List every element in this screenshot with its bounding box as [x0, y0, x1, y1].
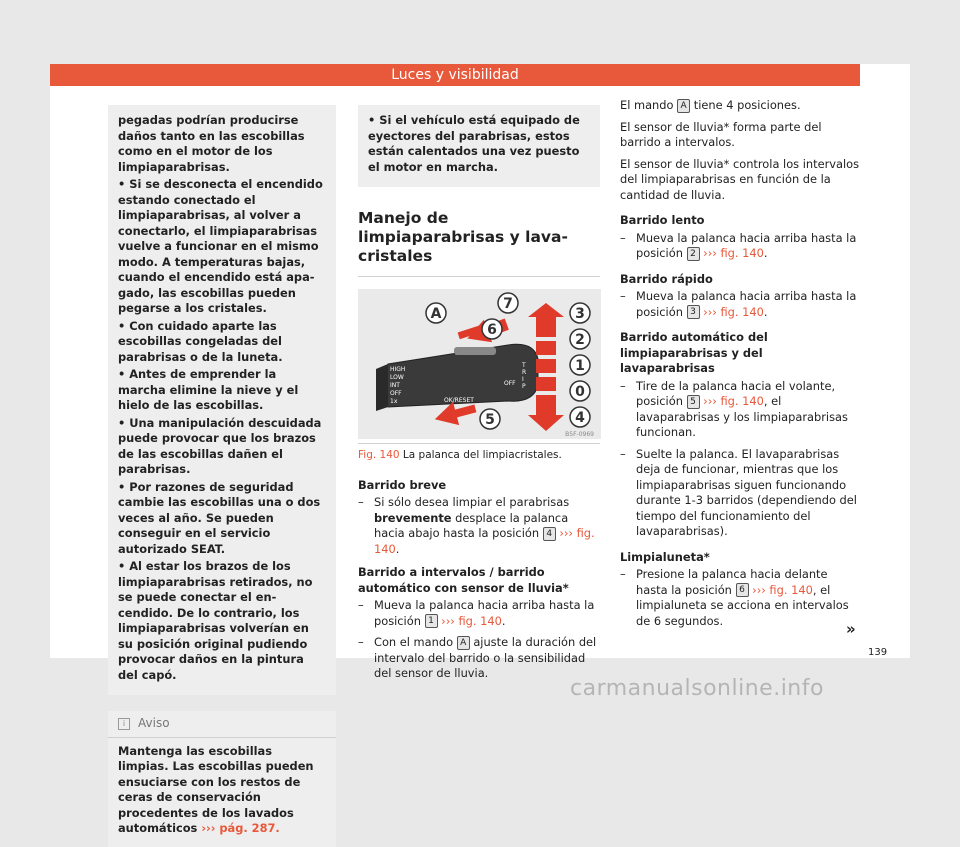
figure-caption — [358, 443, 600, 464]
knob-a — [454, 347, 496, 355]
fig-link[interactable]: ››› fig. 140 — [752, 582, 813, 597]
figure-wiper-lever — [358, 289, 601, 439]
caption-ref: Fig. 140 — [358, 449, 400, 461]
figure-label-2: 2 — [575, 332, 585, 348]
list-item — [620, 567, 860, 629]
warning-text-0: pegadas podrían producirse daños tanto en las escobillas como en el motor de los limpiaparabrisas. — [118, 113, 305, 174]
warning-text-3: • Antes de emprender la marcha elimine la nieve y el hielo de las escobillas. — [118, 367, 299, 412]
lever-text-off: OFF — [390, 390, 402, 397]
position-badge: 4 — [543, 527, 556, 541]
fig-link[interactable]: ››› fig. 140 — [703, 304, 764, 319]
arrow-4 — [528, 395, 564, 431]
figure-label-0: 0 — [575, 384, 585, 400]
page-number: 139 — [868, 647, 888, 658]
section-divider — [358, 276, 600, 277]
figure-label-a: A — [430, 306, 442, 322]
info-icon: i — [118, 718, 130, 730]
column-2 — [358, 105, 600, 682]
position-badge: 2 — [687, 247, 700, 261]
wiper-lever-illustration — [358, 289, 601, 439]
watermark: carmanualsonline.info — [570, 676, 824, 701]
item-text: Presione la palanca hacia delante hasta la posición 6 ››› fig. 140, el limpialuneta se acciona en intervalos de 6 segundos. — [636, 567, 849, 628]
list-item — [358, 495, 600, 557]
subheading-barrido-breve: Barrido breve — [358, 477, 447, 492]
fig-link[interactable]: ››› fig. 140 — [374, 526, 595, 556]
subheading-rapido: Barrido rápido — [620, 271, 713, 286]
dash: – — [358, 495, 364, 509]
column-1 — [108, 105, 336, 847]
list-item — [620, 289, 860, 320]
lever-text-r: R — [522, 369, 527, 376]
figure-label-7: 7 — [503, 296, 513, 312]
warning-text-2: • Con cuidado aparte las escobillas congeladas del parabrisas o de la luneta. — [118, 318, 283, 364]
notice-body — [108, 738, 336, 847]
item-text: Mueva la palanca hacia arriba hasta la posición 1 ››› fig. 140. — [374, 598, 595, 628]
subheading-luneta: Limpialuneta* — [620, 549, 710, 564]
dash: – — [358, 635, 364, 649]
warning-text-top: • Si el vehículo está equipado de eyectores del parabrisas, estos están calentados una vez puesto el motor en marcha. — [368, 113, 580, 174]
position-badge: 3 — [687, 305, 700, 319]
lever-text-i: I — [522, 376, 524, 383]
control-badge: A — [457, 636, 470, 650]
subheading-lento: Barrido lento — [620, 213, 705, 227]
warning-text-4: • Una manipulación descuidada puede provocar que los brazos de las escobillas dañen el parabrisas. — [118, 415, 322, 476]
lever-text-off-2: OFF — [504, 380, 516, 387]
lever-text-low: LOW — [390, 374, 404, 381]
fig-link[interactable]: ››› fig. 140 — [703, 246, 764, 260]
list-item — [620, 447, 860, 540]
notice-title: Aviso — [138, 716, 170, 730]
warning-text-6: • Al estar los brazos de los limpiaparabrisas retirados, no se puede conectar el encendido. De lo contrario, los limpiaparabrisas volverían en su posición original pudiendo provocar daños en la pintura del capó. — [118, 559, 313, 682]
page-header: Luces y visibilidad — [50, 64, 860, 86]
list-item — [358, 598, 600, 629]
item-text: Tire de la palanca hacia el volante, posición 5 ››› fig. 140, el lavaparabrisas y los limpiaparabrisas funcionan. — [636, 378, 848, 439]
subheading-automatico: Barrido automático del limpiaparabrisas y del lavaparabrisas — [620, 330, 768, 375]
figure-label-5: 5 — [485, 412, 495, 428]
control-badge: A — [677, 99, 690, 113]
notice-page-link[interactable]: ››› pág. 287. — [201, 821, 280, 835]
list-item — [620, 379, 860, 441]
figure-label-1: 1 — [575, 358, 585, 374]
continue-mark: » — [846, 620, 856, 638]
arrow-0 — [536, 377, 556, 391]
warning-text-5: • Por razones de seguridad cambie las escobillas una o dos veces al año. Se pueden conseguir en el servicio autorizado SEAT. — [118, 479, 321, 556]
lever-text-high: HIGH — [390, 366, 406, 373]
subheading-intervalos: Barrido a intervalos / barrido automático con sensor de lluvia* — [358, 565, 569, 595]
item-text: Si sólo desea limpiar el parabrisas brevemente desplace la palanca hacia abajo hasta la posición 4 ››› fig. 140. — [374, 495, 595, 556]
arrow-3 — [528, 303, 564, 337]
dash: – — [620, 289, 626, 303]
list-item — [620, 231, 860, 262]
figure-code: B5F-0969 — [565, 431, 594, 438]
dash: – — [620, 567, 626, 581]
fig-link[interactable]: ››› fig. 140 — [441, 613, 502, 628]
lever-text-1x: 1x — [390, 398, 398, 405]
item-text: Suelte la palanca. El lavaparabrisas deja de funcionar, mientras que los limpiaparabrisas siguen funcionando durante 1-3 barridos (dependiendo del tiempo del funcionamiento del lavaparabrisas). — [636, 446, 857, 538]
fig-link[interactable]: ››› fig. 140 — [703, 394, 764, 408]
warning-text-1: • Si se desconecta el encendido estando conectado el limpiaparabrisas, al volver a conectarlo, el limpiaparabrisas vuelve a funcionar en el mismo modo. A temperaturas bajas, cuando el encendido está apagado, las escobillas pueden pegarse a los cristales. — [118, 177, 323, 315]
column-3 — [620, 98, 860, 629]
paragraph-1: El mando A tiene 4 posiciones. — [620, 98, 801, 112]
lever-text-t: T — [522, 362, 526, 369]
caption-text: La palanca del limpiacristales. — [402, 449, 562, 461]
position-badge: 1 — [425, 614, 438, 628]
figure-label-3: 3 — [575, 306, 585, 322]
item-text: Mueva la palanca hacia arriba hasta la posición 3 ››› fig. 140. — [636, 289, 857, 319]
item-text: Mueva la palanca hacia arriba hasta la posición 2 ››› fig. 140. — [636, 230, 857, 260]
section-title: Manejo de limpiaparabrisas y lavacristales — [358, 209, 568, 265]
position-badge: 6 — [736, 583, 749, 597]
notice-box — [108, 711, 336, 847]
figure-label-4: 4 — [575, 410, 585, 426]
arrow-1 — [536, 359, 556, 373]
lever-text-ok-reset: OK/RESET — [444, 397, 474, 404]
dash: – — [620, 378, 626, 393]
arrow-2 — [536, 341, 556, 355]
notice-text: Mantenga las escobillas limpias. Las escobillas pueden ensuciarse con los restos de ceras de conservación procedentes de los lavados automáticos — [118, 743, 314, 835]
dash: – — [620, 230, 626, 245]
paragraph-2: El sensor de lluvia* forma parte del barrido a intervalos. — [620, 119, 822, 149]
warning-box — [108, 105, 336, 695]
paragraph-3: El sensor de lluvia* controla los intervalos del limpiaparabrisas en función de la cantidad de lluvia. — [620, 156, 860, 202]
list-item — [358, 635, 600, 682]
lever-text-int: INT — [390, 382, 400, 389]
position-badge: 5 — [687, 395, 700, 409]
lever-text-p: P — [522, 383, 526, 390]
dash: – — [358, 598, 364, 612]
warning-box-top — [358, 105, 600, 187]
dash: – — [620, 446, 626, 461]
notice-header — [108, 711, 336, 738]
figure-label-6: 6 — [487, 322, 497, 338]
item-text: Con el mando A ajuste la duración del intervalo del barrido o la sensibilidad del sensor de lluvia. — [374, 635, 597, 680]
